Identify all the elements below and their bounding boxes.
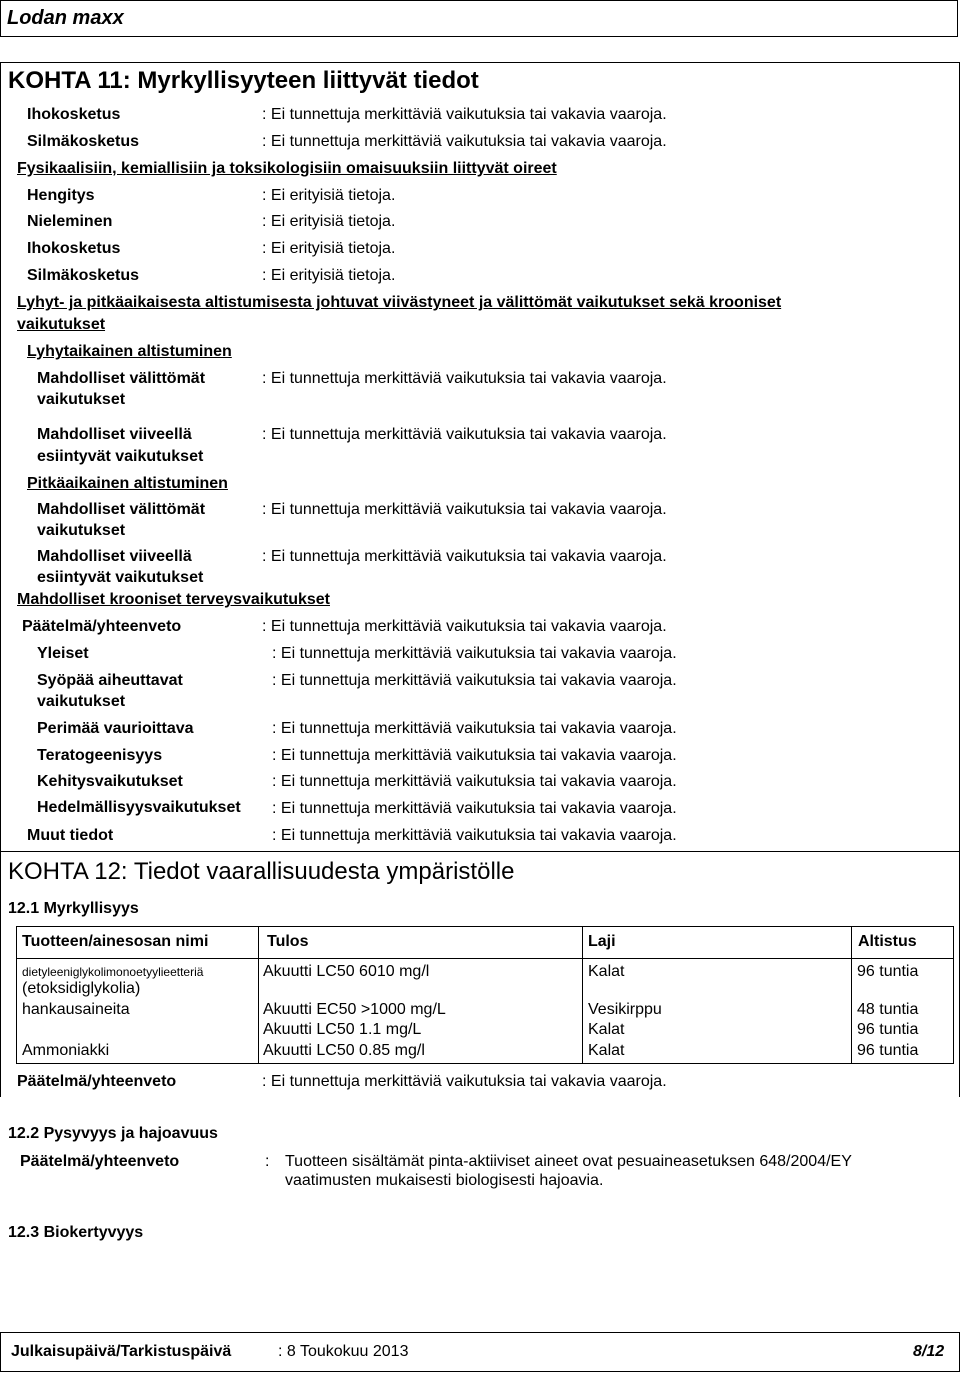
column-divider [258, 927, 259, 1063]
long-term-heading: Pitkäaikainen altistuminen [27, 475, 228, 492]
table-cell-result: Akuutti LC50 0.85 mg/l [263, 1042, 425, 1059]
row-value: : Ei tunnettuja merkittäviä vaikutuksia tai vakavia vaaroja. [272, 672, 677, 689]
document-footer [0, 1332, 960, 1372]
exposure-heading: Lyhyt- ja pitkäaikaisesta altistumisesta johtuvat viivästyneet ja välittömät vaikutukset sekä krooniset [17, 294, 782, 311]
row-label: Perimää vaurioittava [37, 720, 194, 737]
row-label-cont: esiintyvät vaikutukset [37, 448, 204, 465]
persistence-value-cont: vaatimusten mukaisesti biologisesti hajoavia. [285, 1172, 604, 1189]
row-value: : Ei tunnettuja merkittäviä vaikutuksia tai vakavia vaaroja. [262, 548, 667, 565]
table-cell-result: Akuutti LC50 6010 mg/l [263, 963, 430, 980]
symptoms-heading: Fysikaalisiin, kemiallisiin ja toksikologisiin omaisuuksiin liittyvät oireet [17, 160, 557, 177]
persistence-colon: : [265, 1153, 270, 1170]
table-cell-result: Akuutti EC50 >1000 mg/L [263, 1001, 446, 1018]
row-value: : Ei erityisiä tietoja. [262, 240, 396, 257]
row-label: Hengitys [27, 187, 95, 204]
row-value: : Ei tunnettuja merkittäviä vaikutuksia tai vakavia vaaroja. [272, 773, 677, 790]
table-cell-name: Ammoniakki [22, 1042, 110, 1059]
document-header [0, 0, 958, 37]
persistence-label: Päätelmä/yhteenveto [20, 1153, 180, 1170]
table-cell-species: Kalat [588, 1042, 625, 1059]
exposure-heading-cont: vaikutukset [17, 316, 106, 333]
table-cell-exposure: 96 tuntia [857, 963, 919, 980]
row-label: Silmäkosketus [27, 267, 140, 284]
table-cell-species: Kalat [588, 963, 625, 980]
table-cell-exposure: 48 tuntia [857, 1001, 919, 1018]
page-number: 8/12 [913, 1343, 945, 1360]
subsection-bioaccumulation: 12.3 Biokertyvyys [8, 1224, 144, 1241]
column-header: Laji [588, 933, 616, 950]
conclusion-label: Päätelmä/yhteenveto [17, 1073, 177, 1090]
chronic-heading: Mahdolliset krooniset terveysvaikutukset [17, 591, 330, 608]
toxicity-table [16, 926, 954, 1064]
row-label: Mahdolliset viiveellä [37, 548, 192, 565]
table-cell-result: Akuutti LC50 1.1 mg/L [263, 1021, 422, 1038]
persistence-value: Tuotteen sisältämät pinta-aktiiviset aineet ovat pesuaineasetuksen 648/2004/EY [285, 1153, 852, 1170]
conclusion-value: : Ei tunnettuja merkittäviä vaikutuksia tai vakavia vaaroja. [262, 618, 667, 635]
table-cell-name: dietyleeniglykolimonoetyylieetteriä [22, 965, 204, 979]
row-label-cont: vaikutukset [37, 522, 126, 539]
row-label: Nieleminen [27, 213, 113, 230]
product-name: Lodan maxx [7, 7, 124, 29]
row-label: Kehitysvaikutukset [37, 773, 183, 790]
row-value: : Ei tunnettuja merkittäviä vaikutuksia tai vakavia vaaroja. [262, 106, 667, 123]
column-divider [851, 927, 852, 1063]
other-label: Muut tiedot [27, 827, 114, 844]
row-label: Syöpää aiheuttavat [37, 672, 183, 689]
row-value: : Ei tunnettuja merkittäviä vaikutuksia tai vakavia vaaroja. [272, 747, 677, 764]
row-value: : Ei erityisiä tietoja. [262, 267, 396, 284]
column-header: Tulos [267, 933, 309, 950]
row-label-cont: vaikutukset [37, 693, 126, 710]
section-12-title: KOHTA 12: Tiedot vaarallisuudesta ympäristölle [8, 858, 515, 885]
row-label: Teratogeenisyys [37, 747, 163, 764]
table-cell-species: Vesikirppu [588, 1001, 662, 1018]
table-cell-exposure: 96 tuntia [857, 1042, 919, 1059]
row-label-cont: vaikutukset [37, 391, 126, 408]
footer-date-label: Julkaisupäivä/Tarkistuspäivä [11, 1343, 232, 1360]
table-cell-name: hankausaineita [22, 1001, 130, 1018]
footer-date: : 8 Toukokuu 2013 [278, 1343, 409, 1360]
short-term-heading: Lyhytaikainen altistuminen [27, 343, 232, 360]
row-label: Ihokosketus [27, 106, 121, 123]
row-value: : Ei tunnettuja merkittäviä vaikutuksia tai vakavia vaaroja. [262, 133, 667, 150]
row-label: Mahdolliset viiveellä [37, 426, 192, 443]
row-label: Yleiset [37, 645, 89, 662]
column-header: Tuotteen/ainesosan nimi [22, 933, 209, 950]
row-label: Silmäkosketus [27, 133, 140, 150]
other-value: : Ei tunnettuja merkittäviä vaikutuksia tai vakavia vaaroja. [272, 827, 677, 844]
column-header: Altistus [858, 933, 917, 950]
row-value: : Ei tunnettuja merkittäviä vaikutuksia tai vakavia vaaroja. [262, 370, 667, 387]
row-label-cont: esiintyvät vaikutukset [37, 569, 204, 586]
table-cell-exposure: 96 tuntia [857, 1021, 919, 1038]
row-label: Mahdolliset välittömät [37, 370, 206, 387]
section-11-title: KOHTA 11: Myrkyllisyyteen liittyvät tiedot [8, 67, 479, 94]
subsection-persistence: 12.2 Pysyvyys ja hajoavuus [8, 1125, 218, 1142]
row-label: Hedelmällisyysvaikutukset [37, 799, 241, 816]
table-cell-name-cont: (etoksidiglykolia) [22, 980, 141, 997]
row-value: : Ei tunnettuja merkittäviä vaikutuksia tai vakavia vaaroja. [272, 720, 677, 737]
row-value: : Ei erityisiä tietoja. [262, 213, 396, 230]
row-value: : Ei tunnettuja merkittäviä vaikutuksia tai vakavia vaaroja. [262, 501, 667, 518]
row-value: : Ei tunnettuja merkittäviä vaikutuksia tai vakavia vaaroja. [272, 645, 677, 662]
row-value: : Ei erityisiä tietoja. [262, 187, 396, 204]
row-label: Ihokosketus [27, 240, 121, 257]
table-cell-species: Kalat [588, 1021, 625, 1038]
column-divider [582, 927, 583, 1063]
conclusion-label: Päätelmä/yhteenveto [22, 618, 182, 635]
row-value: : Ei tunnettuja merkittäviä vaikutuksia tai vakavia vaaroja. [262, 426, 667, 443]
row-value: : Ei tunnettuja merkittäviä vaikutuksia tai vakavia vaaroja. [272, 800, 677, 817]
subsection-toxicity: 12.1 Myrkyllisyys [8, 900, 139, 917]
conclusion-value: : Ei tunnettuja merkittäviä vaikutuksia tai vakavia vaaroja. [262, 1073, 667, 1090]
row-label: Mahdolliset välittömät [37, 501, 206, 518]
